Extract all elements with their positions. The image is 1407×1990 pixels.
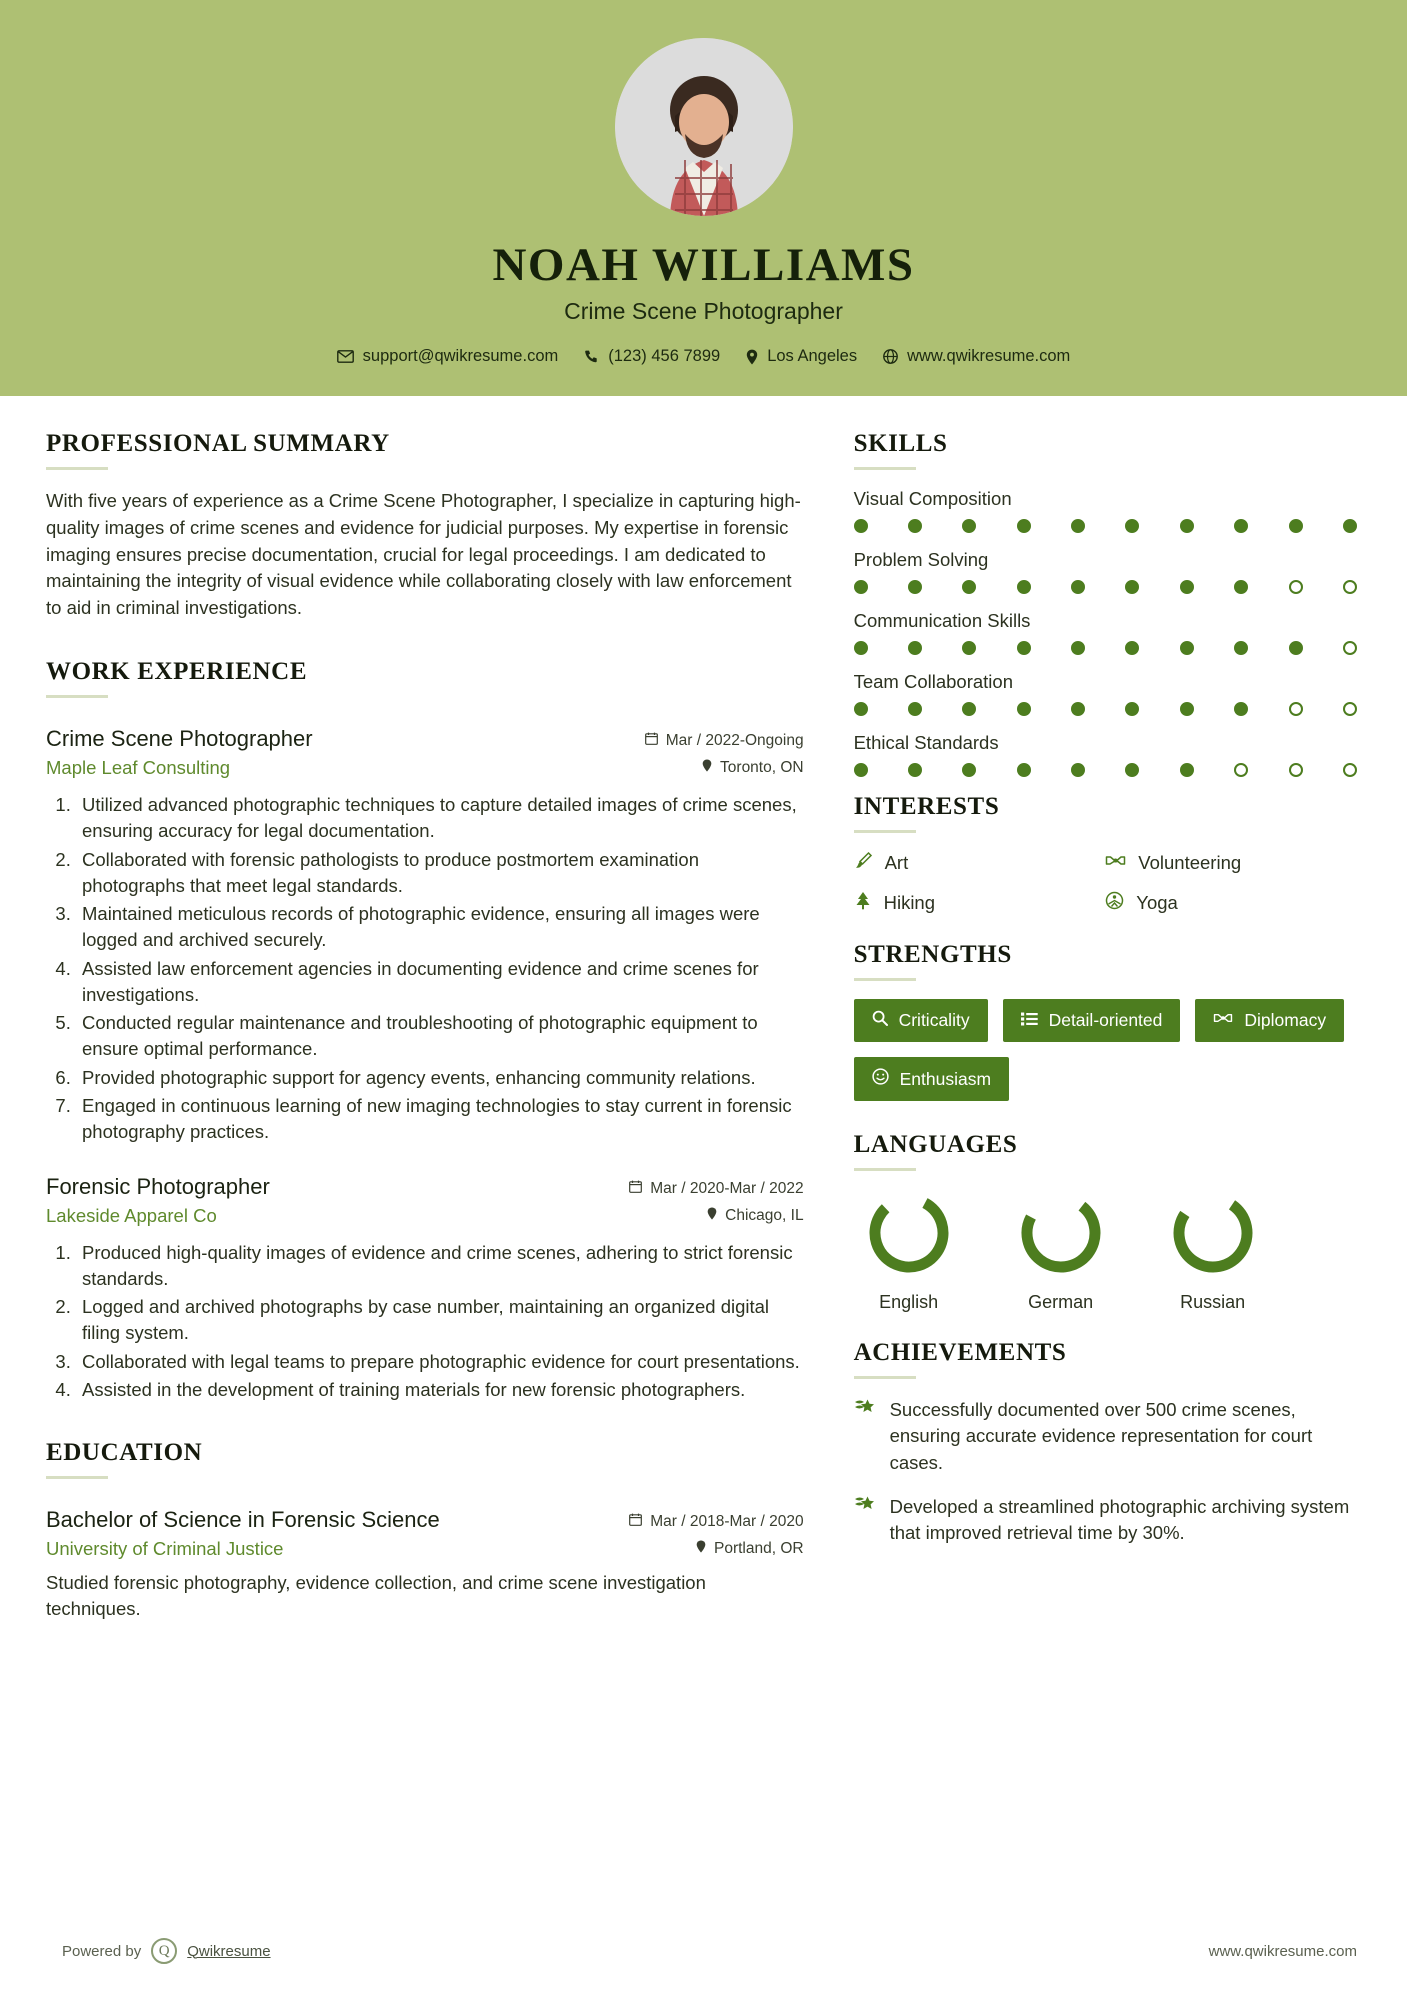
list-item: 6. Provided photographic support for agency events, enhancing community relations. <box>76 1065 804 1091</box>
star-badge-icon <box>854 1397 876 1476</box>
rating-dot <box>1180 580 1194 594</box>
rating-dot <box>1234 763 1248 777</box>
skill-item <box>854 732 1357 777</box>
rating-dot <box>1180 519 1194 533</box>
divider <box>854 467 916 470</box>
page-title: NOAH WILLIAMS <box>492 239 915 291</box>
rating-dot <box>1343 641 1357 655</box>
section-title-languages: LANGUAGES <box>853 1131 1018 1158</box>
rating-dot <box>1071 580 1085 594</box>
rating-dot <box>1017 641 1031 655</box>
divider <box>46 1476 108 1479</box>
skill-label: Ethical Standards <box>853 732 999 753</box>
rating-dot <box>1125 519 1139 533</box>
rating-dot <box>1125 763 1139 777</box>
rating-dot <box>1017 763 1031 777</box>
education-item <box>46 1507 804 1623</box>
location-icon <box>707 1207 717 1225</box>
interest-label: Art <box>884 852 909 873</box>
list-item: 4. Assisted in the development of training materials for new forensic photographers. <box>76 1377 804 1403</box>
search-icon <box>872 1010 888 1031</box>
achievements-list <box>854 1397 1357 1546</box>
powered-by-label: Powered by <box>62 1942 142 1960</box>
language-item <box>1006 1189 1116 1313</box>
interest-label: Volunteering <box>1138 852 1242 873</box>
strength-label: Criticality <box>898 1010 970 1030</box>
interest-label: Yoga <box>1136 892 1178 913</box>
rating-dot <box>908 519 922 533</box>
divider <box>854 830 916 833</box>
rating-dot <box>908 763 922 777</box>
rating-dot <box>1343 763 1357 777</box>
rating-dot <box>1234 641 1248 655</box>
language-progress-ring <box>865 1189 953 1277</box>
work-item <box>46 726 804 1145</box>
education-dates: Mar / 2018-Mar / 2020 <box>650 1513 804 1531</box>
education-description: Studied forensic photography, evidence collection, and crime scene investigation techniques. <box>46 1572 706 1620</box>
rating-dot <box>962 702 976 716</box>
contact-phone-text: (123) 456 7899 <box>608 347 721 365</box>
skill-rating <box>854 580 1357 594</box>
list-item: 1. Utilized advanced photographic techniques to capture detailed images of crime scenes, ensuring accuracy for legal documentation. <box>76 792 804 845</box>
rating-dot <box>1125 702 1139 716</box>
work-title: Forensic Photographer <box>46 1173 270 1199</box>
work-location: Toronto, ON <box>720 759 804 777</box>
work-company: Maple Leaf Consulting <box>46 757 231 779</box>
contact-website[interactable] <box>883 347 1070 366</box>
rating-dot <box>1234 580 1248 594</box>
rating-dot <box>854 641 868 655</box>
page-footer <box>0 1914 1407 1990</box>
work-dates: Mar / 2022-Ongoing <box>665 732 804 750</box>
strength-chip-diplomacy <box>1195 999 1344 1042</box>
summary-text: With five years of experience as a Crime Scene Photographer, I specialize in capturing high-quality images of crime scenes and evidence for judicial purposes. My expertise in forensic imaging ensures precise documentation, crucial for legal proceedings. I am dedicated to maintaining the integrity of visual evidence while collaborating closely with law enforcement to aid in criminal investigations. <box>46 490 801 619</box>
location-icon <box>746 349 758 365</box>
language-progress-ring <box>1017 1189 1105 1277</box>
education-degree: Bachelor of Science in Forensic Science <box>46 1507 440 1533</box>
handshake-icon <box>1105 851 1126 875</box>
skill-rating <box>854 641 1357 655</box>
rating-dot <box>1289 763 1303 777</box>
resume-body <box>0 396 1407 1914</box>
rating-dot <box>1289 641 1303 655</box>
divider <box>854 1168 916 1171</box>
section-title-achievements: ACHIEVEMENTS <box>853 1339 1067 1366</box>
rating-dot <box>908 641 922 655</box>
footer-website[interactable]: www.qwikresume.com <box>1208 1942 1357 1960</box>
rating-dot <box>1017 519 1031 533</box>
right-column <box>854 430 1357 1914</box>
language-label: German <box>1028 1292 1094 1312</box>
divider <box>854 1376 916 1379</box>
list-item: 3. Collaborated with legal teams to prepare photographic evidence for court presentations. <box>76 1349 804 1375</box>
language-progress-ring <box>1169 1189 1257 1277</box>
achievement-text: Developed a streamlined photographic archiving system that improved retrieval time by 30%. <box>889 1495 1350 1544</box>
achievement-text: Successfully documented over 500 crime scenes, ensuring accurate evidence representation for court cases. <box>889 1399 1313 1473</box>
rating-dot <box>854 763 868 777</box>
section-title-skills: SKILLS <box>853 430 948 457</box>
email-icon <box>337 350 354 363</box>
powered-by-block <box>62 1938 271 1964</box>
strength-label: Diplomacy <box>1244 1010 1327 1030</box>
rating-dot <box>854 702 868 716</box>
language-item <box>1158 1189 1268 1313</box>
qwikresume-logo-icon: Q <box>151 1938 177 1964</box>
rating-dot <box>854 580 868 594</box>
work-item <box>46 1174 804 1404</box>
strengths-list <box>854 999 1357 1101</box>
strength-chip-criticality <box>854 999 988 1042</box>
interest-item <box>854 851 1106 875</box>
calendar-icon <box>629 1513 642 1531</box>
globe-icon <box>883 349 898 364</box>
location-icon <box>702 759 712 777</box>
language-label: Russian <box>1180 1292 1246 1312</box>
section-title-summary: PROFESSIONAL SUMMARY <box>46 430 390 457</box>
language-label: English <box>879 1292 939 1312</box>
skill-rating <box>854 519 1357 533</box>
list-item: 2. Logged and archived photographs by case number, maintaining an organized digital filing system. <box>76 1294 804 1347</box>
section-title-work: WORK EXPERIENCE <box>46 658 308 686</box>
rating-dot <box>1071 702 1085 716</box>
skill-label: Communication Skills <box>853 610 1031 631</box>
strength-chip-detail-oriented <box>1003 999 1181 1042</box>
rating-dot <box>908 580 922 594</box>
paintbrush-icon <box>854 851 873 875</box>
work-bullets <box>76 792 804 1145</box>
contact-location[interactable] <box>746 347 857 366</box>
rating-dot <box>1289 702 1303 716</box>
resume-header <box>0 0 1407 396</box>
divider <box>46 695 108 698</box>
rating-dot <box>1289 580 1303 594</box>
phone-icon <box>584 349 599 364</box>
rating-dot <box>1180 702 1194 716</box>
list-item: 3. Maintained meticulous records of photographic evidence, ensuring all images were logged and archived securely. <box>76 901 804 954</box>
strength-label: Detail-oriented <box>1048 1010 1163 1030</box>
work-location: Chicago, IL <box>725 1206 804 1224</box>
smile-icon <box>872 1068 889 1090</box>
rating-dot <box>1343 519 1357 533</box>
achievement-item <box>854 1494 1357 1547</box>
rating-dot <box>962 519 976 533</box>
skill-label: Visual Composition <box>853 488 1012 509</box>
list-item: 4. Assisted law enforcement agencies in documenting evidence and crime scenes for investigations. <box>76 956 804 1009</box>
rating-dot <box>1234 519 1248 533</box>
skill-item <box>854 488 1357 533</box>
contact-email[interactable] <box>337 347 559 366</box>
list-item: 2. Collaborated with forensic pathologists to produce postmortem examination photographs that meet legal standards. <box>76 847 804 900</box>
rating-dot <box>1343 702 1357 716</box>
star-badge-icon <box>854 1494 876 1547</box>
skill-label: Problem Solving <box>853 549 989 570</box>
education-location: Portland, OR <box>713 1540 804 1558</box>
calendar-icon <box>645 732 658 750</box>
brand-link[interactable]: Qwikresume <box>187 1942 271 1960</box>
job-role-subtitle: Crime Scene Photographer <box>564 298 843 324</box>
rating-dot <box>1071 641 1085 655</box>
work-company: Lakeside Apparel Co <box>46 1204 217 1226</box>
contact-email-text: support@qwikresume.com <box>362 347 559 365</box>
rating-dot <box>1125 641 1139 655</box>
rating-dot <box>1343 580 1357 594</box>
work-dates: Mar / 2020-Mar / 2022 <box>650 1179 804 1197</box>
skill-item <box>854 549 1357 594</box>
rating-dot <box>1289 519 1303 533</box>
education-school: University of Criminal Justice <box>46 1538 284 1560</box>
rating-dot <box>1234 702 1248 716</box>
skill-rating <box>854 702 1357 716</box>
interests-grid <box>854 851 1357 915</box>
rating-dot <box>962 580 976 594</box>
contact-location-text: Los Angeles <box>767 347 858 365</box>
interest-item <box>1105 851 1357 875</box>
rating-dot <box>962 763 976 777</box>
section-title-interests: INTERESTS <box>853 793 1000 820</box>
list-icon <box>1021 1010 1038 1031</box>
left-column <box>46 430 804 1914</box>
section-title-education: EDUCATION <box>46 1439 203 1467</box>
divider <box>854 978 916 981</box>
strength-label: Enthusiasm <box>899 1068 992 1089</box>
skill-label: Team Collaboration <box>853 671 1013 692</box>
skill-item <box>854 610 1357 655</box>
rating-dot <box>1071 763 1085 777</box>
interest-item <box>854 891 1106 915</box>
rating-dot <box>1017 580 1031 594</box>
rating-dot <box>1071 519 1085 533</box>
handshake-icon <box>1213 1010 1233 1031</box>
calendar-icon <box>629 1180 642 1198</box>
strength-chip-enthusiasm <box>854 1057 1009 1101</box>
achievement-item <box>854 1397 1357 1476</box>
contact-phone[interactable] <box>584 347 720 366</box>
tree-icon <box>854 891 872 915</box>
list-item: 5. Conducted regular maintenance and troubleshooting of photographic equipment to ensure optimal performance. <box>76 1010 804 1063</box>
work-bullets <box>76 1240 804 1404</box>
rating-dot <box>854 519 868 533</box>
contact-website-text: www.qwikresume.com <box>907 347 1071 365</box>
rating-dot <box>908 702 922 716</box>
interest-item <box>1105 891 1357 915</box>
language-item <box>854 1189 964 1313</box>
rating-dot <box>1017 702 1031 716</box>
list-item: 1. Produced high-quality images of evidence and crime scenes, adhering to strict forensic standards. <box>76 1240 804 1293</box>
skill-item <box>854 671 1357 716</box>
contact-row <box>0 347 1407 366</box>
section-title-strengths: STRENGTHS <box>853 941 1012 968</box>
rating-dot <box>1125 580 1139 594</box>
interest-label: Hiking <box>883 892 936 913</box>
avatar <box>615 38 793 216</box>
yoga-icon <box>1105 891 1124 915</box>
work-title: Crime Scene Photographer <box>46 726 313 752</box>
list-item: 7. Engaged in continuous learning of new imaging technologies to stay current in forensic photography practices. <box>76 1093 804 1146</box>
location-icon <box>696 1540 706 1558</box>
rating-dot <box>1180 763 1194 777</box>
rating-dot <box>962 641 976 655</box>
languages-list <box>854 1189 1357 1313</box>
skill-rating <box>854 763 1357 777</box>
rating-dot <box>1180 641 1194 655</box>
divider <box>46 467 108 470</box>
